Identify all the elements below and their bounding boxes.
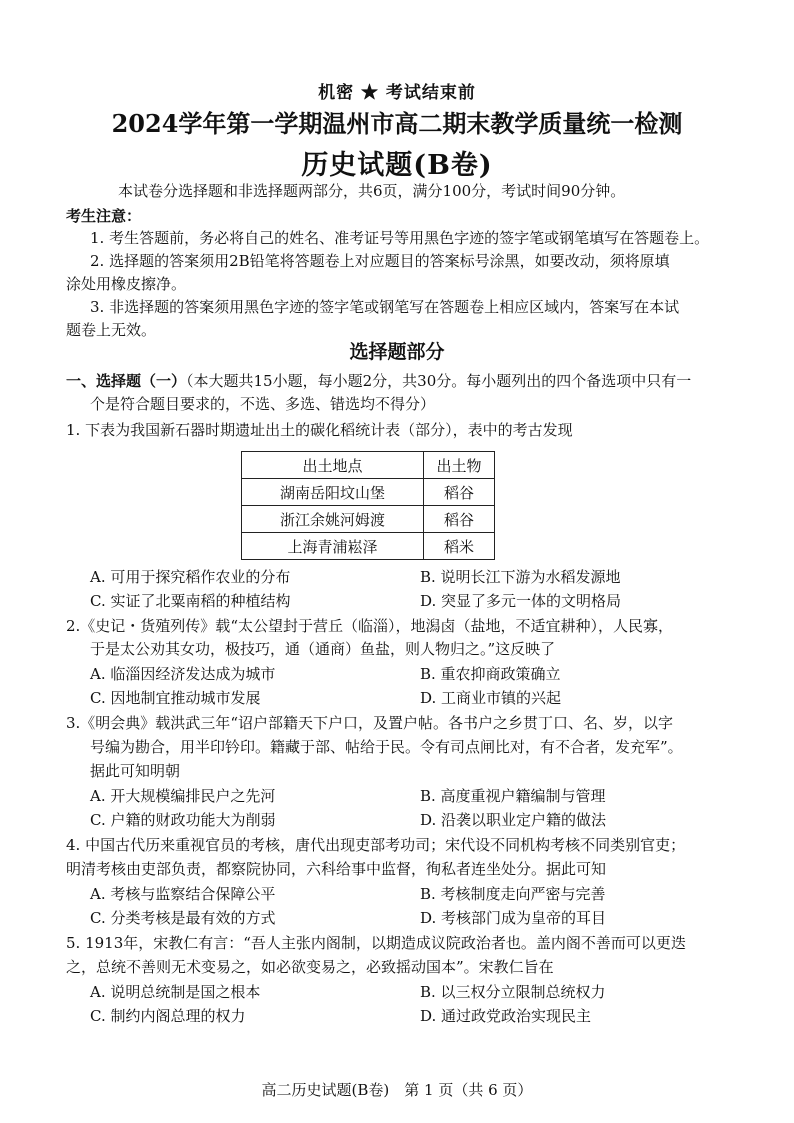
notice-item: 2. 选择题的答案须用2B铅笔将答题卷上对应题目的答案标号涂黑，如要改动，须将原填 (90, 252, 670, 270)
table-row (242, 506, 495, 533)
option-a: A. 临淄因经济发达成为城市 (90, 665, 276, 683)
question-stem: 之，总统不善则无术变易之，如必欲变易之，必致摇动国本”。宋教仁旨在 (66, 958, 554, 976)
exam-title: 2024学年第一学期温州市高二期末教学质量统一检测 (111, 109, 683, 138)
option-c: C. 因地制宜推动城市发展 (90, 689, 261, 707)
option-b: B. 以三权分立限制总统权力 (420, 983, 606, 1001)
section-title: 选择题部分 (349, 341, 445, 363)
part1-heading (66, 371, 691, 392)
intro-text: 本试卷分选择题和非选择题两部分，共6页，满分100分，考试时间90分钟。 (118, 182, 626, 200)
option-a: A. 说明总统制是国之根本 (90, 983, 261, 1001)
option-c: C. 制约内阁总理的权力 (90, 1007, 246, 1025)
table-row (242, 533, 495, 560)
option-b: B. 重农抑商政策确立 (420, 665, 561, 683)
option-a: A. 考核与监察结合保障公平 (90, 885, 276, 903)
option-b: B. 说明长江下游为水稻发源地 (420, 568, 621, 586)
table-cell: 稻米 (424, 533, 495, 560)
option-b: B. 考核制度走向严密与完善 (420, 885, 606, 903)
confidential-label: 机密 ★ 考试结束前 (318, 83, 476, 103)
excavation-table (241, 451, 495, 560)
question-stem: 4. 中国古代历来重视官员的考核，唐代出现吏部考功司；宋代设不同机构考核不同类别官吏； (66, 836, 686, 854)
question-stem: 5. 1913年，宋教仁有言：“吾人主张内阁制，以期造成议院政治者也。盖内阁不善而可以更迭 (66, 934, 686, 952)
page-footer: 高二历史试题(B卷) 第 1 页（共 6 页） (261, 1081, 533, 1099)
question-stem: 据此可知明朝 (90, 762, 181, 780)
table-row (242, 479, 495, 506)
notice-heading: 考生注意： (66, 207, 142, 225)
option-d: D. 工商业市镇的兴起 (420, 689, 562, 707)
option-c: C. 户籍的财政功能大为削弱 (90, 811, 276, 829)
table-cell: 湖南岳阳坟山堡 (242, 479, 424, 506)
question-stem: 1. 下表为我国新石器时期遗址出土的碳化稻统计表（部分），表中的考古发现 (66, 421, 573, 439)
option-b: B. 高度重视户籍编制与管理 (420, 787, 606, 805)
question-stem: 明清考核由吏部负责，都察院协同，六科给事中监督，徇私者连坐处分。据此可知 (66, 860, 607, 878)
option-c: C. 实证了北粟南稻的种植结构 (90, 592, 291, 610)
part1-desc: （本大题共15小题，每小题2分，共30分。每小题列出的四个备选项中只有一 (186, 372, 692, 390)
option-a: A. 可用于探究稻作农业的分布 (90, 568, 291, 586)
notice-item: 题卷上无效。 (66, 321, 157, 339)
option-d: D. 通过政党政治实现民主 (420, 1007, 592, 1025)
option-d: D. 考核部门成为皇帝的耳目 (420, 909, 607, 927)
option-c: C. 分类考核是最有效的方式 (90, 909, 276, 927)
table-cell: 浙江余姚河姆渡 (242, 506, 424, 533)
table-cell: 稻谷 (424, 479, 495, 506)
option-d: D. 沿袭以职业定户籍的做法 (420, 811, 607, 829)
table-cell: 稻谷 (424, 506, 495, 533)
question-stem: 于是太公劝其女功，极技巧，通（通商）鱼盐，则人物归之。”这反映了 (90, 640, 556, 658)
part1-desc-cont: 个是符合题目要求的，不选、多选、错选均不得分） (90, 395, 436, 413)
notice-item: 3. 非选择题的答案须用黑色字迹的签字笔或钢笔写在答题卷上相应区域内，答案写在本试 (90, 298, 680, 316)
notice-item: 涂处用橡皮擦净。 (66, 275, 187, 293)
table-header-row (242, 452, 495, 479)
exam-subtitle: 历史试题(B卷) (301, 150, 493, 181)
option-a: A. 开大规模编排民户之先河 (90, 787, 276, 805)
part1-label: 一、选择题（一） (66, 372, 187, 390)
option-d: D. 突显了多元一体的文明格局 (420, 592, 622, 610)
notice-item: 1. 考生答题前，务必将自己的姓名、准考证号等用黑色字迹的签字笔或钢笔填写在答题卷上。 (90, 229, 710, 247)
table-header: 出土物 (424, 452, 495, 479)
question-stem: 3.《明会典》载洪武三年“诏户部籍天下户口，及置户帖。各书户之乡贯丁口、名、岁，以字 (66, 714, 673, 732)
question-stem: 号编为勘合，用半印钤印。籍藏于部、帖给于民。令有司点闸比对，有不合者，发充军”。 (90, 738, 683, 756)
table-cell: 上海青浦崧泽 (242, 533, 424, 560)
table-header: 出土地点 (242, 452, 424, 479)
question-stem: 2.《史记・货殖列传》载“太公望封于营丘（临淄），地潟卤（盐地，不适宜耕种），人民寡， (66, 617, 673, 635)
